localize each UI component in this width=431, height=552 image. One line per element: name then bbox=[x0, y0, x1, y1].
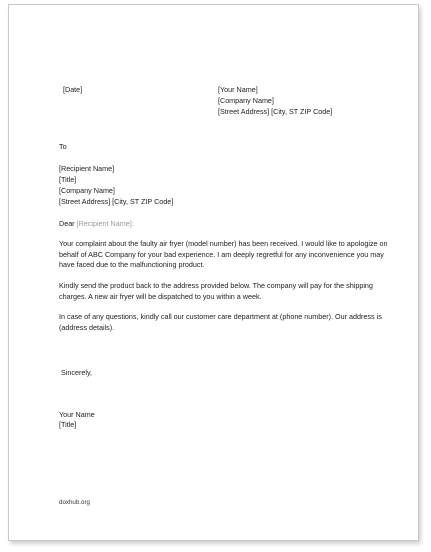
body-paragraph-2: Kindly send the product back to the address provided below. The company will pay for the shipping charges. A new air fryer will be dispatched to you within a week. bbox=[59, 281, 373, 301]
sender-company: [Company Name] bbox=[218, 96, 274, 105]
closing: Sincerely, bbox=[61, 368, 93, 377]
sender-address: [Street Address] [City, ST ZIP Code] bbox=[218, 107, 333, 116]
sender-name: [Your Name] bbox=[218, 85, 258, 94]
to-label: To bbox=[59, 142, 67, 151]
recipient-name: [Recipient Name] bbox=[59, 164, 115, 173]
body-paragraph-1: Your complaint about the faulty air fryer (model number) has been received. I would like to apologize on behalf of ABC Company for your bad experience. I am deeply regretful for any inconvenience you may have faced due to the malfunctioning product. bbox=[59, 239, 388, 270]
recipient-address: [Street Address] [City, ST ZIP Code] bbox=[59, 197, 174, 206]
salutation-prefix: Dear bbox=[59, 219, 77, 228]
recipient-company: [Company Name] bbox=[59, 186, 115, 195]
letter-page bbox=[8, 4, 419, 541]
signature-name: Your Name bbox=[59, 410, 95, 419]
signature-title: [Title] bbox=[59, 420, 77, 429]
date-field: [Date] bbox=[63, 85, 83, 94]
salutation bbox=[59, 218, 134, 229]
body-paragraph-3: In case of any questions, kindly call our customer care department at (phone number). Our address is (address details). bbox=[59, 312, 382, 332]
salutation-recipient: [Recipient Name]: bbox=[76, 219, 134, 228]
recipient-title: [Title] bbox=[59, 175, 77, 184]
footer-source: doxhub.org bbox=[59, 499, 90, 506]
